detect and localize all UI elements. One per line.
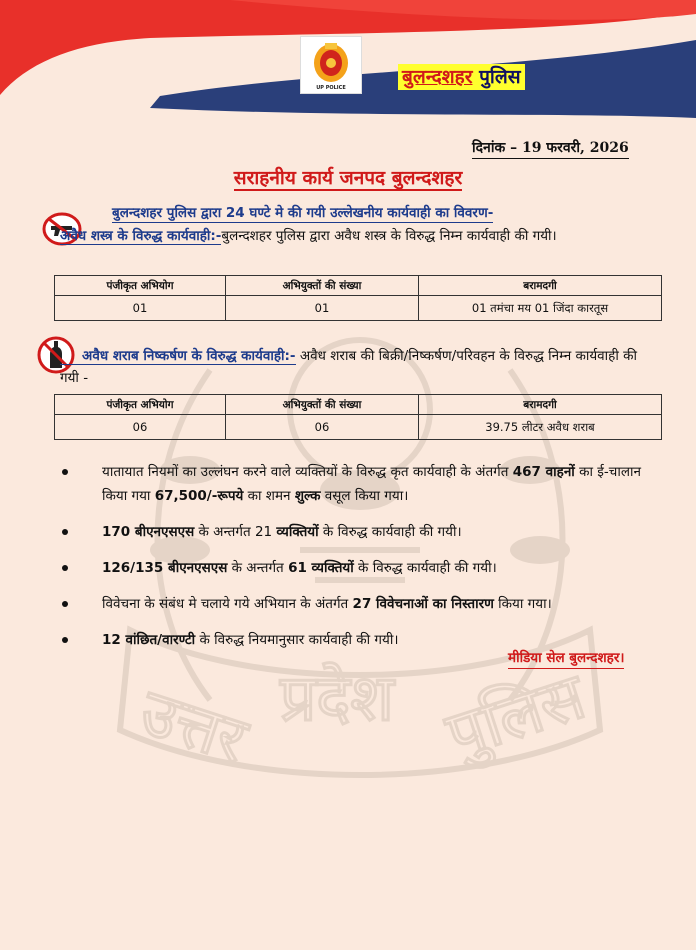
- bullet-dot-icon: [62, 565, 68, 571]
- bullet-dot-icon: [62, 637, 68, 643]
- table-row: [55, 296, 662, 321]
- liquor-section-text: [60, 345, 660, 389]
- liquor-col-recovery: बरामदगी: [419, 395, 662, 415]
- arms-section-desc: बुलन्दशहर पुलिस द्वारा अवैध शस्त्र के विरुद्ध निम्न कार्यवाही की गयी।: [221, 228, 557, 244]
- list-item: [62, 556, 662, 580]
- bullet-segment: के अन्तर्गत 21: [194, 524, 277, 540]
- page-title-text: सराहनीय कार्य जनपद बुलन्दशहर: [233, 167, 463, 189]
- bullet-segment: किया गया।: [493, 596, 552, 612]
- liquor-table: [54, 394, 662, 440]
- release-date: दिनांक – 19 फरवरी, 2026: [472, 138, 629, 159]
- bullet-dot-icon: [62, 469, 68, 475]
- list-item: [62, 460, 662, 508]
- bullet-dot-icon: [62, 601, 68, 607]
- watermark-word-2: प्रदेश: [280, 662, 394, 736]
- bullet-segment: विवेचना के संबंध मे चलाये गये अभियान के अंतर्गत: [102, 596, 353, 612]
- bullet-bold-segment: 170 बीएनएसएस: [102, 524, 195, 540]
- list-item: [62, 520, 662, 544]
- bullet-bold-segment: 61 व्यक्तियों: [288, 560, 354, 576]
- bullet-bold-segment: 12 वांछित/वारण्टी: [102, 632, 196, 648]
- arms-col-accused: अभियुक्तों की संख्या: [226, 276, 419, 296]
- bullet-segment: यातायात नियमों का उल्लंघन करने वाले व्यक्तियों के विरुद्ध कृत कार्यवाही के अंतर्गत: [102, 464, 513, 480]
- bullet-text: [102, 632, 398, 648]
- brand-name-city: बुलन्दशहर: [402, 66, 473, 88]
- bullet-segment: वसूल किया गया।: [320, 488, 409, 504]
- bullet-bold-segment: व्यक्तियों: [276, 524, 319, 540]
- brand-name-police: पुलिस: [479, 66, 521, 88]
- bullet-segment: के विरुद्ध कार्यवाही की गयी।: [353, 560, 497, 576]
- bullet-segment: का शमन: [243, 488, 295, 504]
- bullet-bold-segment: 27 विवेचनाओं का निस्तारण: [352, 596, 494, 612]
- page-subtitle: बुलन्दशहर पुलिस द्वारा 24 घण्टे मे की गयी उल्लेखनीय कार्यवाही का विवरण-: [112, 205, 494, 221]
- bullet-bold-segment: 67,500/-रूपये: [154, 488, 244, 504]
- bullet-text: [102, 464, 641, 504]
- arms-accused-value: 01: [226, 296, 419, 321]
- liquor-table-header: [55, 395, 662, 415]
- arms-table: [54, 275, 662, 321]
- brand-name: [398, 64, 525, 90]
- media-cell-signoff: मीडिया सेल बुलन्दशहर।: [508, 648, 624, 669]
- liquor-accused-value: 06: [226, 415, 419, 440]
- arms-cases-value: 01: [55, 296, 226, 321]
- bullet-text: [102, 524, 462, 540]
- bullet-text: [102, 560, 497, 576]
- liquor-section-label: अवैध शराब निष्कर्षण के विरुद्ध कार्यवाही:-: [60, 348, 296, 365]
- bullet-bold-segment: शुल्क: [294, 488, 321, 504]
- arms-recovery-value: 01 तमंचा मय 01 जिंदा कारतूस: [419, 296, 662, 321]
- liquor-section-desc: अवैध शराब की बिक्री/निष्कर्षण/परिवहन के विरुद्ध निम्न कार्यवाही की गयी -: [60, 348, 637, 386]
- watermark-word-1: उत्तर: [131, 675, 256, 779]
- liquor-col-cases: पंजीकृत अभियोग: [55, 395, 226, 415]
- arms-col-cases: पंजीकृत अभियोग: [55, 276, 226, 296]
- watermark-word-3: पुलिस: [438, 659, 594, 774]
- table-row: [55, 415, 662, 440]
- arms-col-recovery: बरामदगी: [419, 276, 662, 296]
- bullet-dot-icon: [62, 529, 68, 535]
- page-title: [0, 166, 696, 190]
- logo-text: UP POLICE: [316, 85, 346, 91]
- bullet-segment: का ई-चालान किया गया: [102, 464, 641, 504]
- bullet-segment: के विरुद्ध कार्यवाही की गयी।: [318, 524, 462, 540]
- bullet-bold-segment: 126/135 बीएनएसएस: [102, 560, 228, 576]
- action-bullet-list: [62, 460, 662, 664]
- list-item: [62, 592, 662, 616]
- liquor-col-accused: अभियुक्तों की संख्या: [226, 395, 419, 415]
- liquor-recovery-value: 39.75 लीटर अवैध शराब: [419, 415, 662, 440]
- bullet-segment: के अन्तर्गत: [227, 560, 289, 576]
- arms-section-text: [60, 225, 660, 247]
- bullet-bold-segment: 467 वाहनों: [512, 464, 575, 480]
- arms-table-header: [55, 276, 662, 296]
- liquor-cases-value: 06: [55, 415, 226, 440]
- up-police-logo: [300, 36, 362, 94]
- arms-section-label: अवैध शस्त्र के विरुद्ध कार्यवाही:-: [60, 228, 222, 244]
- bullet-segment: के विरुद्ध नियमानुसार कार्यवाही की गयी।: [195, 632, 399, 648]
- bullet-text: [102, 596, 552, 612]
